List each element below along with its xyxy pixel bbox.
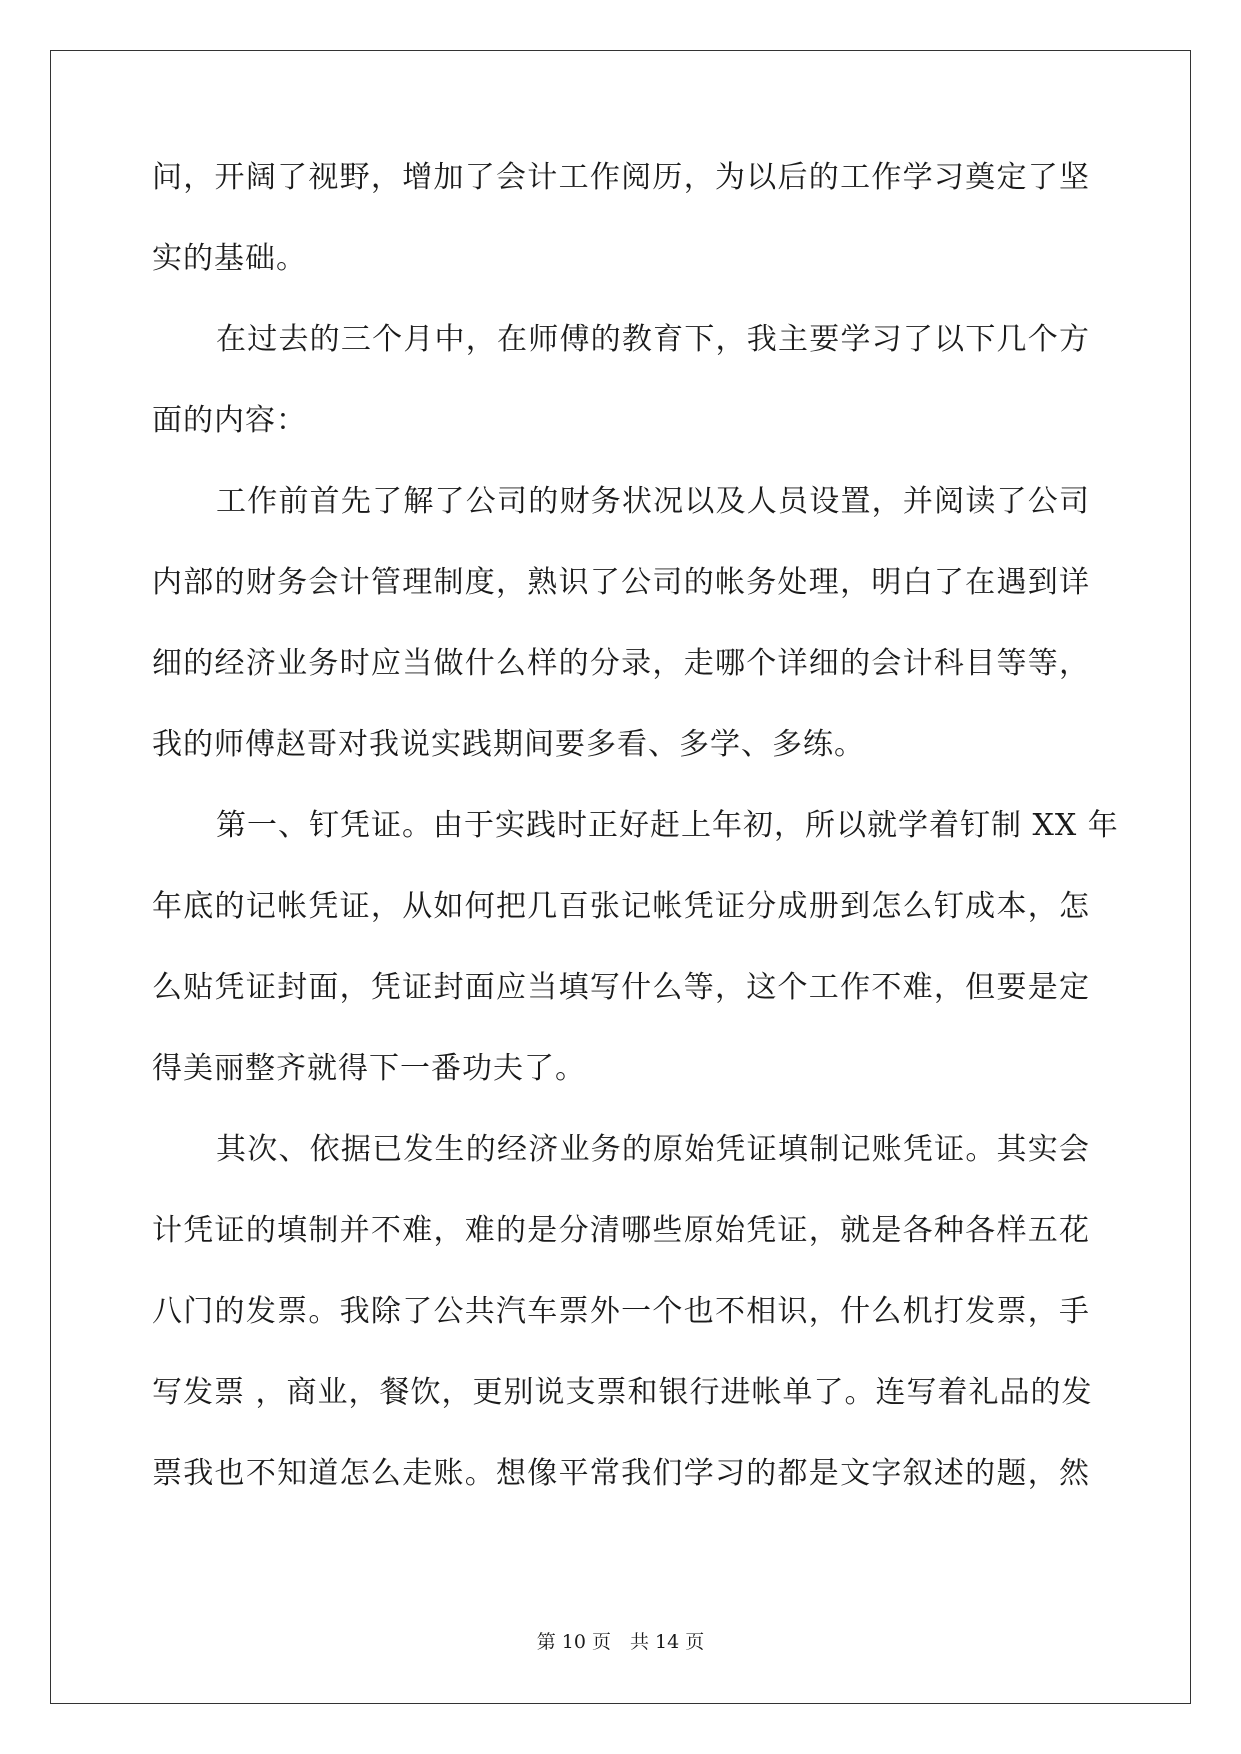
text-line: 第一、钉凭证。由于实践时正好赶上年初，所以就学着钉制 XX 年 bbox=[216, 808, 1119, 843]
text-line: 年底的记帐凭证，从如何把几百张记帐凭证分成册到怎么钉成本，怎 bbox=[152, 889, 1090, 924]
text-line: 细的经济业务时应当做什么样的分录，走哪个详细的会计科目等等， bbox=[152, 646, 1090, 681]
text-line: 面的内容： bbox=[152, 403, 307, 438]
text-line: 八门的发票。我除了公共汽车票外一个也不相识，什么机打发票，手 bbox=[152, 1294, 1090, 1329]
text-line: 么贴凭证封面，凭证封面应当填写什么等，这个工作不难，但要是定 bbox=[152, 970, 1090, 1005]
page-number-footer: 第 10 页 共 14 页 bbox=[536, 1631, 705, 1653]
text-line: 票我也不知道怎么走账。想像平常我们学习的都是文字叙述的题，然 bbox=[152, 1456, 1090, 1491]
text-line: 得美丽整齐就得下一番功夫了。 bbox=[152, 1051, 586, 1086]
text-line: 问，开阔了视野，增加了会计工作阅历，为以后的工作学习奠定了坚 bbox=[152, 160, 1090, 195]
text-line: 我的师傅赵哥对我说实践期间要多看、多学、多练。 bbox=[152, 727, 865, 762]
text-line: 内部的财务会计管理制度，熟识了公司的帐务处理，明白了在遇到详 bbox=[152, 565, 1090, 600]
text-line: 在过去的三个月中，在师傅的教育下，我主要学习了以下几个方 bbox=[216, 322, 1090, 357]
text-line: 计凭证的填制并不难，难的是分清哪些原始凭证，就是各种各样五花 bbox=[152, 1213, 1090, 1248]
text-line: 其次、依据已发生的经济业务的原始凭证填制记账凭证。其实会 bbox=[216, 1132, 1090, 1167]
text-line: 实的基础。 bbox=[152, 241, 307, 276]
text-line: 写发票 ，商业，餐饮，更别说支票和银行进帐单了。连写着礼品的发 bbox=[152, 1375, 1093, 1410]
text-line: 工作前首先了解了公司的财务状况以及人员设置，并阅读了公司 bbox=[216, 484, 1090, 519]
document-body bbox=[152, 160, 1119, 1537]
